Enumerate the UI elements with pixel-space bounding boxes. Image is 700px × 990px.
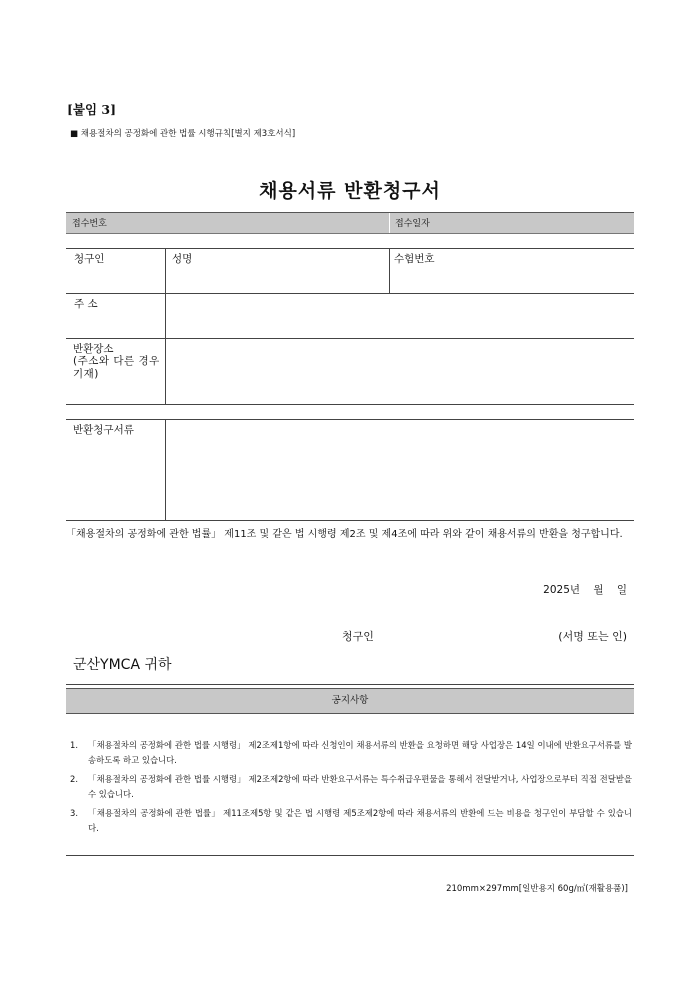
addressee: 군산YMCA 귀하: [73, 657, 172, 673]
claimant-label: 청구인: [74, 253, 105, 265]
row-border: [66, 338, 634, 339]
column-border: [165, 419, 166, 520]
receipt-divider: [389, 213, 390, 233]
column-border: [165, 293, 166, 338]
notice-number: 1.: [70, 740, 78, 750]
notice-text: 「채용절차의 공정화에 관한 법률 시행령」 제2조제2항에 따라 반환요구서류는 특수취급우편물을 통해서 전달받거나, 사업장으로부터 직접 전달받을 수 있습니다.: [88, 774, 632, 799]
notice-divider: [66, 684, 634, 685]
row-border: [66, 293, 634, 294]
row-border: [66, 404, 634, 405]
signature-note: (서명 또는 인): [558, 630, 627, 643]
consent-statement: 「채용절차의 공정화에 관한 법률」 제11조 및 같은 법 시행령 제2조 및 제4조에 따라 위와 같이 채용서류의 반환을 청구합니다.: [66, 529, 623, 540]
row-border: [66, 520, 634, 521]
return-place-field[interactable]: [168, 340, 630, 402]
receipt-bar: [66, 212, 634, 234]
claimant-sign-label: 청구인: [342, 630, 374, 643]
notice-bottom-divider: [66, 855, 634, 856]
paper-spec-footer: 210mm×297mm[일반용지 60g/㎡(재활용품)]: [446, 884, 628, 894]
notice-item: [70, 772, 632, 802]
row-border: [66, 248, 634, 249]
legal-basis: ■ 채용절차의 공정화에 관한 법률 시행규칙[별지 제3호서식]: [70, 129, 296, 139]
receipt-number-label: 접수번호: [72, 219, 107, 229]
documents-label: 반환청구서류: [73, 424, 134, 436]
form-title: 채용서류 반환청구서: [259, 180, 441, 202]
receipt-date-label: 접수일자: [395, 219, 430, 229]
return-place-note: (주소와 다른 경우 기재): [73, 355, 160, 380]
documents-field[interactable]: [168, 421, 630, 518]
notice-text: 「채용절차의 공정화에 관한 법률 시행령」 제2조제1항에 따라 신청인이 채용서류의 반환을 요청하면 해당 사업장은 14일 이내에 반환요구서류를 발송하도록 하고 있습니다.: [88, 740, 632, 765]
row-border: [66, 419, 634, 420]
column-border: [165, 248, 166, 293]
notice-list: [70, 738, 632, 840]
date-line: 2025년 월 일: [543, 584, 627, 596]
column-border: [165, 338, 166, 404]
notice-number: 2.: [70, 774, 78, 784]
name-label: 성명: [172, 253, 193, 265]
name-field[interactable]: [205, 250, 385, 290]
return-place-label: 반환장소: [73, 343, 114, 355]
address-label: 주 소: [74, 298, 98, 310]
notice-header: 공지사항: [66, 688, 634, 714]
exam-number-label: 수험번호: [394, 253, 435, 265]
notice-item: [70, 738, 632, 768]
notice-item: [70, 806, 632, 836]
exam-number-field[interactable]: [450, 250, 630, 290]
address-field[interactable]: [168, 295, 630, 335]
notice-text: 「채용절차의 공정화에 관한 법률」 제11조제5항 및 같은 법 시행령 제5조제2항에 따라 채용서류의 반환에 드는 비용을 청구인이 부담할 수 있습니다.: [88, 808, 632, 833]
column-border: [389, 248, 390, 293]
attachment-label: [붙임 3]: [67, 102, 117, 117]
notice-number: 3.: [70, 808, 78, 818]
